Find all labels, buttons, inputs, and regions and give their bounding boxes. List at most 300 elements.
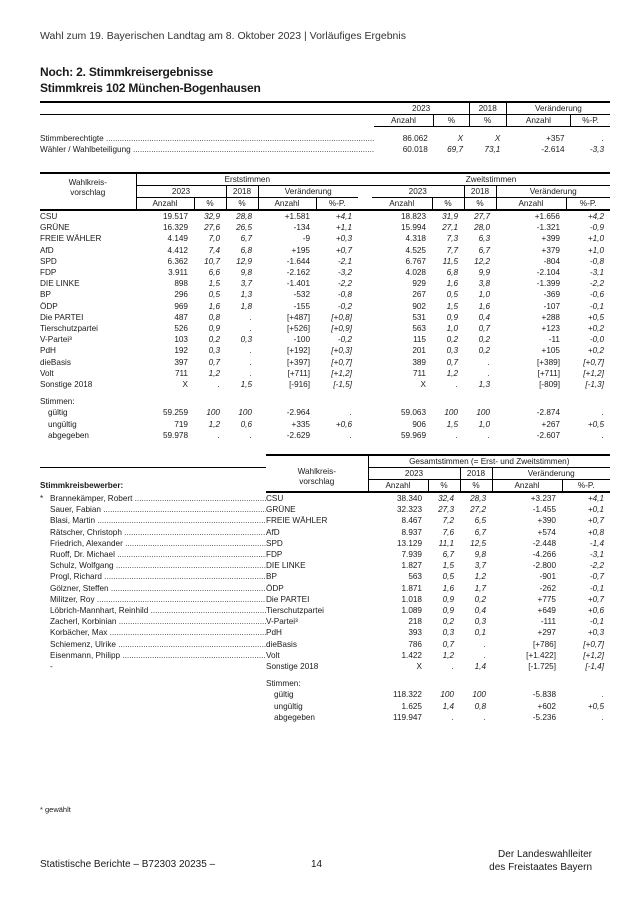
cell: 59.969 [400, 430, 426, 440]
candidate-party: FDP [266, 550, 283, 560]
cell: 0,2 [442, 617, 454, 627]
cell: 563 [408, 572, 422, 582]
stimmen-row [40, 712, 610, 723]
cell: 6,5 [474, 516, 486, 526]
candidate-name: Brannekämper, Robert ..... [50, 494, 266, 503]
candidate-party: GRÜNE [266, 505, 296, 515]
candidate-party: dieBasis [266, 639, 297, 649]
party-row [40, 368, 610, 379]
cell: -11 [548, 335, 560, 345]
cell: [+1,2] [583, 368, 604, 378]
stimmen-row [40, 430, 610, 441]
cell: 1.089 [401, 606, 422, 616]
cell: 1,0 [478, 290, 490, 300]
cell: 201 [412, 346, 426, 356]
candidate-row [40, 661, 610, 672]
cell: 27,2 [470, 505, 486, 515]
candidate-name: Schulz, Wolfgang ..... [50, 561, 266, 570]
cell: . [349, 408, 352, 418]
cell: -3,1 [589, 268, 604, 278]
col-pctp: %-P. [316, 198, 358, 211]
cell: 0,6 [240, 419, 252, 429]
cell: 1,5 [446, 301, 458, 311]
party-row [40, 278, 610, 289]
cell: 118.322 [393, 690, 422, 700]
cell: +775 [537, 594, 556, 604]
cell: . [487, 357, 490, 367]
running-header: Wahl zum 19. Bayerischen Landtag am 8. Oktober 2023 | Vorläufiges Ergebnis [40, 30, 406, 42]
cell: 969 [174, 301, 188, 311]
cell: 3,7 [240, 279, 252, 289]
party-row [40, 301, 610, 312]
cell: . [601, 408, 604, 418]
cell: . [451, 712, 454, 722]
cell: [+397] [287, 357, 310, 367]
cell: 18.823 [400, 212, 426, 221]
cell: +0,5 [587, 312, 604, 322]
cell: -3,1 [589, 550, 604, 560]
cell: -901 [539, 572, 556, 582]
party-row [40, 245, 610, 256]
cell: 711 [174, 368, 188, 378]
party-name: GRÜNE [40, 223, 70, 233]
cell: 60.018 [402, 145, 428, 155]
party-row [40, 323, 610, 334]
cell: 3,7 [474, 561, 486, 571]
candidate-row [40, 627, 610, 638]
cell: -2,1 [337, 256, 352, 266]
cell: 1,2 [474, 572, 486, 582]
cell: [+0,9] [331, 324, 352, 334]
cell: 1,2 [208, 419, 220, 429]
cell: -1.321 [536, 223, 560, 233]
cell: -111 [540, 617, 556, 627]
cell: 86.062 [402, 134, 428, 143]
wahlkreis-label: Wahlkreis- [297, 466, 336, 476]
cell: 0,4 [474, 606, 486, 616]
cell: 11,5 [442, 256, 458, 266]
party-name: FDP [40, 268, 57, 278]
cell: +602 [537, 701, 556, 711]
cell: 100 [238, 408, 252, 418]
publisher-line: Der Landeswahlleiter [498, 849, 592, 860]
candidate-party: BP [266, 572, 277, 582]
cell: . [217, 380, 220, 390]
page-number: 14 [311, 859, 323, 870]
gesamtstimmen-header: Gesamtstimmen (= Erst- und Zweitstimmen) [368, 455, 610, 468]
cell: 906 [412, 419, 426, 429]
candidate-row [40, 549, 610, 560]
cell: 929 [412, 279, 426, 289]
elected-mark [40, 571, 50, 582]
cell: 28,0 [474, 223, 490, 233]
cell: +0,7 [335, 245, 352, 255]
candidate-party: Die PARTEI [266, 594, 310, 604]
cell: 27,6 [204, 223, 220, 233]
candidate-party: PdH [266, 628, 282, 638]
cell: -5.838 [532, 690, 556, 700]
cell: 1,6 [478, 301, 490, 311]
cell: 73,1 [484, 145, 501, 155]
stimmkreisbewerber-label: Stimmkreisbewerber: [40, 481, 124, 491]
candidate-row [40, 504, 610, 515]
cell: 0,3 [442, 628, 454, 638]
col-anzahl: Anzahl [372, 198, 432, 211]
cell: +0,7 [587, 516, 604, 526]
candidate-name: Militzer, Roy ..... [50, 595, 266, 604]
cell: +0,8 [587, 527, 604, 537]
party-name: SPD [40, 256, 57, 266]
party-name: FREIE WÄHLER [40, 234, 102, 244]
cell: 0,2 [474, 594, 486, 604]
cell: -1.644 [286, 256, 310, 266]
cell: 9,8 [474, 550, 486, 560]
cell: [+0,7] [583, 639, 604, 649]
cell: 0,9 [442, 606, 454, 616]
cell: 0,8 [208, 312, 220, 322]
elected-mark [40, 661, 50, 672]
cell: -3,3 [589, 145, 604, 155]
cell: +4,1 [587, 494, 604, 503]
cell: +0,1 [587, 505, 604, 515]
cell: 1.018 [401, 594, 422, 604]
stimmen-row [40, 419, 610, 430]
candidate-row [40, 527, 610, 538]
cell: +0,2 [587, 324, 604, 334]
cell: -804 [543, 256, 560, 266]
cell: -0,8 [589, 256, 604, 266]
cell: 0,3 [208, 346, 220, 356]
zweitstimmen-header: Zweitstimmen [372, 173, 610, 186]
cell: 1,5 [442, 561, 454, 571]
party-name: BP [40, 290, 51, 300]
cell: [+1.422] [526, 650, 556, 660]
cell: . [455, 430, 458, 440]
cell: 393 [408, 628, 422, 638]
col-pct: % [428, 480, 460, 493]
cell: [+0,3] [331, 346, 352, 356]
cell: [+389] [537, 357, 560, 367]
elected-mark [40, 504, 50, 515]
col-pct: % [434, 115, 469, 127]
cell: 7,7 [446, 245, 458, 255]
cell: [+526] [287, 324, 310, 334]
candidates-table [40, 454, 610, 723]
cell: 902 [412, 301, 426, 311]
cell: 59.978 [162, 430, 188, 440]
cell: . [487, 430, 490, 440]
candidate-name: Sauer, Fabian ..... [50, 505, 266, 514]
col-anzahl: Anzahl [374, 115, 434, 127]
cell: 719 [174, 419, 188, 429]
cell: 12,5 [470, 538, 486, 548]
cell: . [249, 312, 252, 322]
col-anzahl: Anzahl [368, 480, 428, 493]
cell: . [249, 368, 252, 378]
cell: 1,6 [208, 301, 220, 311]
cell: [+0,7] [583, 357, 604, 367]
cell: +123 [541, 324, 560, 334]
stimmen-label: Stimmen: [40, 397, 75, 407]
cell: 487 [174, 312, 188, 322]
cell: [+711] [537, 368, 560, 378]
cell: . [601, 134, 604, 143]
candidate-party: V-Partei³ [266, 617, 298, 627]
col-change: Veränderung [258, 186, 358, 198]
cell: 0,3 [446, 346, 458, 356]
col-2018: 2018 [464, 186, 496, 198]
party-name: PdH [40, 346, 56, 356]
stimmen-row [40, 701, 610, 712]
cell: 9,8 [240, 268, 252, 278]
cell: 0,9 [446, 312, 458, 322]
cell: 27,7 [474, 212, 490, 221]
party-row [40, 357, 610, 368]
cell: . [483, 650, 486, 660]
cell: 3.911 [168, 268, 188, 278]
cell: . [483, 712, 486, 722]
cell: 28,3 [470, 494, 486, 503]
candidate-party: DIE LINKE [266, 561, 306, 571]
cell: 0,9 [442, 594, 454, 604]
cell: 898 [174, 279, 188, 289]
col-pct: % [464, 198, 496, 211]
cell: 1,7 [474, 583, 486, 593]
col-2023: 2023 [372, 186, 464, 198]
cell: 1,5 [240, 380, 252, 390]
cell: 1,3 [478, 380, 490, 390]
cell: 1,0 [478, 419, 490, 429]
cell: 59.063 [400, 408, 426, 418]
col-pctp: %-P. [571, 115, 610, 127]
cell: [-916] [289, 380, 310, 390]
cell: 1.625 [401, 701, 422, 711]
cell: X [494, 134, 501, 143]
cell: 0,8 [474, 701, 486, 711]
cell: 7,4 [208, 245, 220, 255]
cell: 0,7 [478, 324, 490, 334]
cell: 7,2 [442, 516, 454, 526]
candidate-row [40, 594, 610, 605]
cell: -2.629 [286, 430, 310, 440]
cell: 3,8 [478, 279, 490, 289]
cell: -2,2 [589, 561, 604, 571]
cell: [-1,3] [585, 380, 604, 390]
cell: 1.827 [401, 561, 422, 571]
party-row [40, 345, 610, 356]
footer-series: Statistische Berichte – B72303 20235 – [40, 859, 216, 870]
col-2023: 2023 [136, 186, 226, 198]
cell: +1.581 [284, 212, 310, 221]
cell: +0,7 [587, 594, 604, 604]
cell: . [249, 324, 252, 334]
cell: +1.656 [534, 212, 560, 221]
cell: +0,5 [587, 701, 604, 711]
cell: +1,0 [587, 234, 604, 244]
candidate-name: Zacherl, Korbinian ..... [50, 617, 266, 626]
cell: -5.236 [532, 712, 556, 722]
cell: 0,3 [474, 617, 486, 627]
col-pct: % [194, 198, 226, 211]
cell: -0,9 [589, 223, 604, 233]
cell: 59.259 [162, 408, 188, 418]
cell: 4.028 [405, 268, 426, 278]
cell: -1.399 [536, 279, 560, 289]
summary-table [40, 101, 610, 155]
cell: -0,8 [337, 290, 352, 300]
cell: 28,8 [236, 212, 252, 221]
candidate-name: Gölzner, Steffen ..... [50, 584, 266, 593]
col-2023: 2023 [368, 468, 460, 480]
cell: 267 [412, 290, 426, 300]
cell: 1,4 [474, 662, 486, 672]
cell: 563 [412, 324, 426, 334]
stimmen-type: ungültig [274, 701, 303, 711]
cell: +4,1 [335, 212, 352, 221]
cell: 27,3 [438, 505, 454, 515]
cell: 6,7 [442, 550, 454, 560]
cell: -0,0 [589, 335, 604, 345]
cell: +399 [541, 234, 560, 244]
col-2018: 2018 [469, 102, 506, 115]
candidate-row [40, 515, 610, 526]
cell: 69,7 [447, 145, 464, 155]
candidate-name: Progl, Richard ..... [50, 572, 266, 581]
col-anzahl: Anzahl [258, 198, 316, 211]
candidate-name: - [50, 662, 53, 672]
candidate-party: Sonstige 2018 [266, 662, 319, 672]
publisher-line: des Freistaates Bayern [489, 862, 592, 873]
cell: 7,3 [446, 234, 458, 244]
party-row [40, 233, 610, 244]
elected-mark [40, 605, 50, 616]
cell: . [601, 712, 604, 722]
candidate-name: Löbrich-Mannhart, Reinhild ..... [50, 606, 266, 615]
cell: 0,4 [478, 312, 490, 322]
elected-mark [40, 594, 50, 605]
cell: 531 [412, 312, 426, 322]
cell: [-1.725] [528, 662, 556, 672]
col-pct: % [226, 198, 258, 211]
candidate-row [40, 583, 610, 594]
cell: 6,8 [446, 268, 458, 278]
cell: 1.871 [401, 583, 422, 593]
cell: 31,9 [442, 212, 458, 221]
cell: +297 [537, 628, 556, 638]
cell: 8.937 [401, 527, 422, 537]
cell: X [420, 380, 426, 390]
cell: 100 [206, 408, 220, 418]
cell: [+1,2] [583, 650, 604, 660]
cell: +0,6 [587, 606, 604, 616]
cell: 15.994 [400, 223, 426, 233]
cell: [+786] [533, 639, 556, 649]
elected-mark [40, 549, 50, 560]
cell: +288 [541, 312, 560, 322]
cell: 1,6 [446, 279, 458, 289]
cell: 786 [408, 639, 422, 649]
cell: 1,6 [442, 583, 454, 593]
cell: -2,2 [589, 279, 604, 289]
col-2023: 2023 [374, 102, 469, 115]
candidate-party: AfD [266, 527, 280, 537]
cell: 397 [174, 357, 188, 367]
cell: 1,4 [442, 701, 454, 711]
cell: 119.947 [393, 712, 422, 722]
cell: -1.401 [286, 279, 310, 289]
cell: -2.162 [286, 268, 310, 278]
cell: +105 [541, 346, 560, 356]
candidate-name: Blasi, Martin ..... [50, 516, 266, 525]
col-change: Veränderung [506, 102, 610, 115]
cell: -2.874 [536, 408, 560, 418]
elected-mark [40, 583, 50, 594]
cell: -0,2 [337, 335, 352, 345]
cell: 12,9 [236, 256, 252, 266]
cell: 7,0 [208, 234, 220, 244]
candidate-name: Eisenmann, Philipp ..... [50, 651, 266, 660]
cell: 1.422 [401, 650, 422, 660]
cell: -0,7 [589, 572, 604, 582]
candidate-row [40, 650, 610, 661]
candidate-party: Tierschutzpartei [266, 606, 324, 616]
stimmen-type: abgegeben [274, 712, 315, 722]
candidate-name: Korbächer, Max ..... [50, 628, 266, 637]
cell: 192 [174, 346, 188, 356]
cell: -0,1 [589, 583, 604, 593]
cell: 6.362 [167, 256, 188, 266]
cell: 218 [408, 617, 422, 627]
cell: . [349, 430, 352, 440]
stimmen-type: gültig [48, 408, 68, 418]
cell: +195 [291, 245, 310, 255]
cell: -2.104 [536, 268, 560, 278]
cell: 0,1 [474, 628, 486, 638]
cell: 296 [174, 290, 188, 300]
cell: . [249, 430, 252, 440]
cell: -369 [543, 290, 560, 300]
cell: -2.964 [286, 408, 310, 418]
cell: X [416, 662, 422, 672]
elected-mark: * [40, 493, 44, 503]
elected-mark [40, 515, 50, 526]
cell: -0,6 [589, 290, 604, 300]
cell: [-1,4] [585, 662, 604, 672]
cell: [+487] [287, 312, 310, 322]
cell: +0,2 [587, 346, 604, 356]
candidate-name: Schiemenz, Ulrike ..... [50, 640, 266, 649]
elected-mark [40, 527, 50, 538]
cell: . [249, 357, 252, 367]
cell: +390 [537, 516, 556, 526]
cell: . [455, 380, 458, 390]
footer-publisher [489, 848, 592, 874]
elected-mark [40, 650, 50, 661]
cell: -0,1 [589, 301, 604, 311]
stimmkreis-title: Stimmkreis 102 München-Bogenhausen [40, 81, 261, 95]
cell: -2.607 [536, 430, 560, 440]
cell: 389 [412, 357, 426, 367]
table-row [40, 133, 610, 144]
footnote: * gewählt [40, 805, 71, 814]
wahlkreis-label: vorschlag [70, 188, 106, 197]
party-name: V-Partei³ [40, 335, 72, 345]
elected-mark [40, 639, 50, 650]
stimmen-label: Stimmen: [266, 679, 301, 689]
cell: +0,3 [335, 234, 352, 244]
cell: 19.517 [162, 212, 188, 221]
candidate-party: ÖDP [266, 583, 284, 593]
